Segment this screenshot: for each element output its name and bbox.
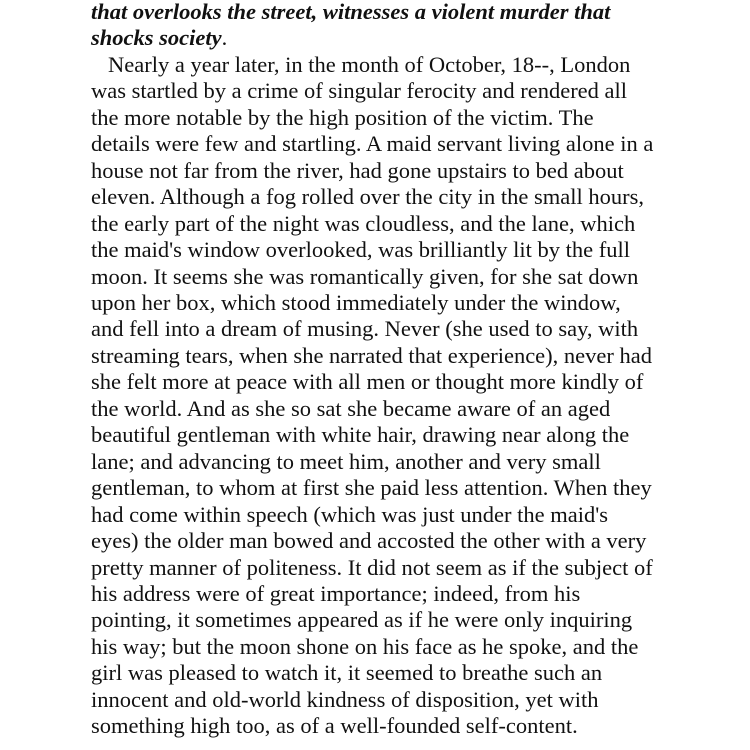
summary-period: .: [221, 25, 228, 51]
paragraph-line: was startled by a crime of singular ferocity and rendered all: [91, 78, 628, 104]
paragraph-line: something high too, as of a well-founded self-content.: [91, 713, 578, 739]
paragraph-line: the early part of the night was cloudless, and the lane, which: [91, 210, 636, 236]
paragraph-line: and fell into a dream of musing. Never (she used to say, with: [91, 316, 639, 342]
paragraph-line: beautiful gentleman with white hair, drawing near along the: [91, 422, 630, 448]
paragraph-line: his address were of great importance; indeed, from his: [91, 580, 581, 606]
summary-line: [91, 25, 653, 51]
summary-line-text: shocks society: [91, 25, 222, 51]
document-text: [91, 0, 653, 740]
story-paragraph: [91, 52, 653, 740]
paragraph-line: pointing, it sometimes appeared as if he were only inquiring: [91, 607, 633, 633]
paragraph-line: eyes) the older man bowed and accosted the other with a very: [91, 528, 647, 554]
summary-line: that overlooks the street, witnesses a violent murder that: [91, 0, 611, 24]
paragraph-line: lane; and advancing to meet him, another and very small: [91, 448, 601, 474]
paragraph-line: innocent and old-world kindness of disposition, yet with: [91, 686, 599, 712]
paragraph-line: upon her box, which stood immediately under the window,: [91, 289, 621, 315]
paragraph-line: his way; but the moon shone on his face as he spoke, and the: [91, 633, 639, 659]
paragraph-line: details were few and startling. A maid servant living alone in a: [91, 131, 654, 157]
paragraph-line: the maid's window overlooked, was brilliantly lit by the full: [91, 237, 630, 263]
paragraph-line: the more notable by the high position of the victim. The: [91, 104, 594, 130]
paragraph-line: girl was pleased to watch it, it seemed to breathe such an: [91, 660, 603, 686]
paragraph-line: house not far from the river, had gone upstairs to bed about: [91, 157, 624, 183]
paragraph-line: Nearly a year later, in the month of October, 18--, London: [108, 51, 631, 77]
paragraph-line: streaming tears, when she narrated that experience), never had: [91, 342, 652, 368]
paragraph-line: had come within speech (which was just under the maid's: [91, 501, 609, 527]
paragraph-line: eleven. Although a fog rolled over the city in the small hours,: [91, 184, 644, 210]
paragraph-line: she felt more at peace with all men or thought more kindly of: [91, 369, 644, 395]
paragraph-line: gentleman, to whom at first she paid less attention. When they: [91, 475, 652, 501]
paragraph-line: moon. It seems she was romantically given, for she sat down: [91, 263, 639, 289]
paragraph-line: pretty manner of politeness. It did not seem as if the subject of: [91, 554, 653, 580]
paragraph-line: the world. And as she so sat she became aware of an aged: [91, 395, 611, 421]
